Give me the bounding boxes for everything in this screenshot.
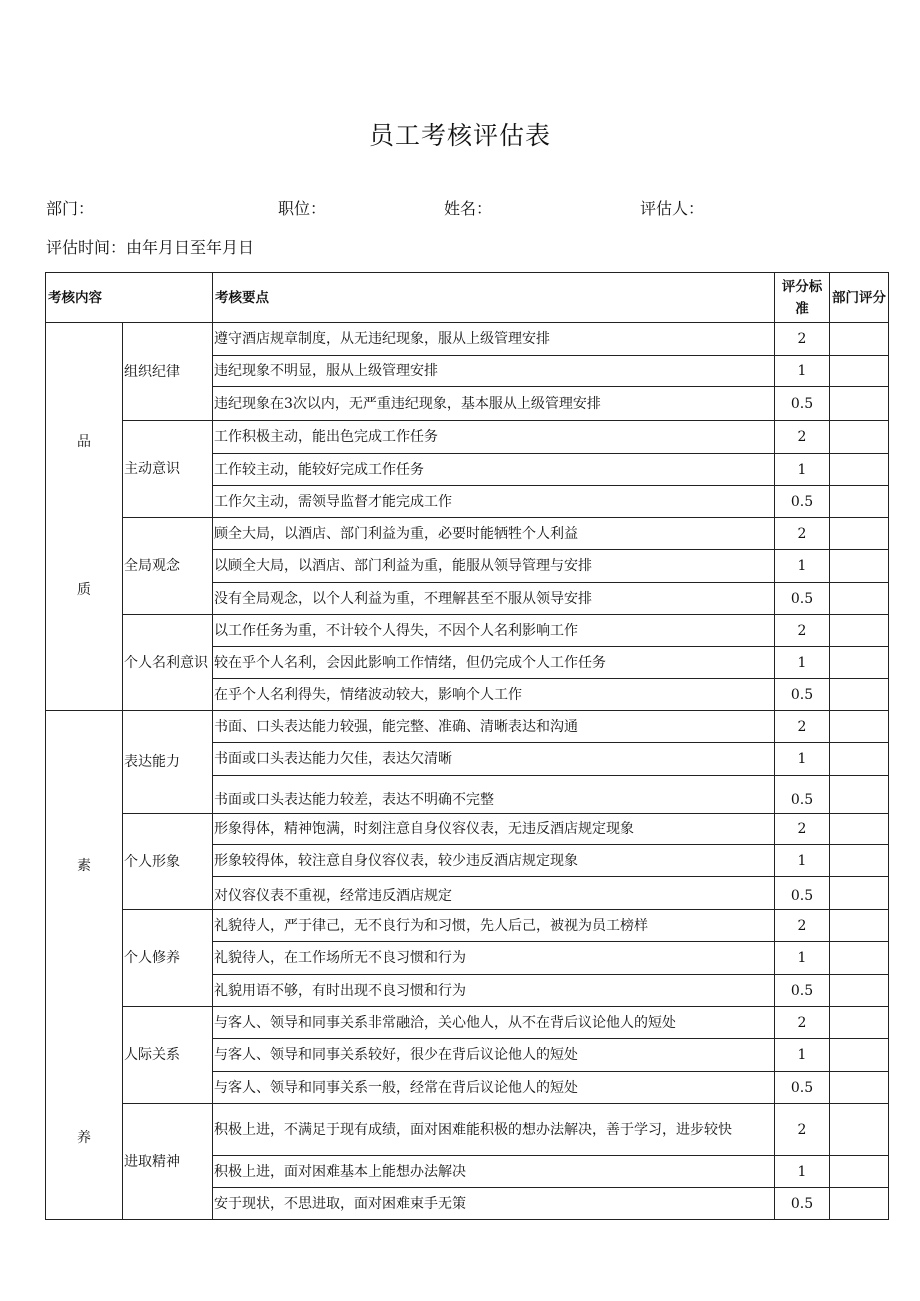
dept-score-cell[interactable] [830, 743, 889, 776]
criteria-text: 与客人、领导和同事关系较好，很少在背后议论他人的短处 [213, 1039, 775, 1072]
dept-score-cell[interactable] [830, 421, 889, 454]
dept-score-cell[interactable] [830, 910, 889, 942]
category-cell [46, 711, 123, 1220]
criteria-text: 与客人、领导和同事关系一般，经常在背后议论他人的短处 [213, 1072, 775, 1104]
criteria-text: 工作积极主动，能出色完成工作任务 [213, 421, 775, 454]
score-standard: 2 [775, 910, 830, 942]
score-standard: 1 [775, 356, 830, 387]
subcategory-cell: 个人修养 [123, 910, 213, 1007]
dept-score-cell[interactable] [830, 550, 889, 583]
score-standard: 2 [775, 711, 830, 743]
score-standard: 0.5 [775, 486, 830, 518]
criteria-text: 书面、口头表达能力较强，能完整、准确、清晰表达和沟通 [213, 711, 775, 743]
criteria-row [46, 910, 889, 942]
evaluation-period-label: 评估时间：由年月日至年月日 [46, 238, 255, 257]
criteria-text: 较在乎个人名利，会因此影响工作情绪，但仍完成个人工作任务 [213, 647, 775, 679]
criteria-text: 遵守酒店规章制度，从无违纪现象，服从上级管理安排 [213, 323, 775, 356]
score-standard: 0.5 [775, 583, 830, 615]
score-standard: 1 [775, 1039, 830, 1072]
dept-score-cell[interactable] [830, 1072, 889, 1104]
dept-score-cell[interactable] [830, 1007, 889, 1039]
dept-score-cell[interactable] [830, 454, 889, 486]
criteria-row [46, 421, 889, 454]
evaluator-label: 评估人： [640, 199, 705, 218]
category-cell [46, 323, 123, 711]
score-standard: 1 [775, 743, 830, 776]
criteria-text: 安于现状，不思进取，面对困难束手无策 [213, 1188, 775, 1220]
criteria-text: 以工作任务为重，不计较个人得失，不因个人名利影响工作 [213, 615, 775, 647]
criteria-text: 与客人、领导和同事关系非常融洽，关心他人，从不在背后议论他人的短处 [213, 1007, 775, 1039]
department-label: 部门： [46, 199, 95, 218]
criteria-text: 工作较主动，能较好完成工作任务 [213, 454, 775, 486]
dept-score-cell[interactable] [830, 877, 889, 910]
dept-score-cell[interactable] [830, 814, 889, 845]
criteria-text: 积极上进，不满足于现有成绩，面对困难能积极的想办法解决，善于学习，进步较快 [213, 1104, 775, 1156]
dept-score-cell[interactable] [830, 1156, 889, 1188]
header-points: 考核要点 [213, 273, 775, 323]
criteria-row [46, 711, 889, 743]
criteria-row [46, 615, 889, 647]
evaluation-table [45, 272, 889, 1220]
table-header-row [46, 273, 889, 323]
category-label-top: 素 [77, 858, 91, 874]
dept-score-cell[interactable] [830, 845, 889, 877]
score-standard: 1 [775, 454, 830, 486]
score-standard: 0.5 [775, 1188, 830, 1220]
criteria-text: 礼貌待人，严于律己，无不良行为和习惯，先人后己，被视为员工榜样 [213, 910, 775, 942]
score-standard: 0.5 [775, 1072, 830, 1104]
score-standard: 0.5 [775, 387, 830, 421]
dept-score-cell[interactable] [830, 356, 889, 387]
subcategory-cell: 全局观念 [123, 518, 213, 615]
criteria-row [46, 518, 889, 550]
dept-score-cell[interactable] [830, 1188, 889, 1220]
criteria-text: 礼貌用语不够，有时出现不良习惯和行为 [213, 975, 775, 1007]
dept-score-cell[interactable] [830, 486, 889, 518]
score-standard: 2 [775, 421, 830, 454]
category-label-bottom: 质 [77, 582, 91, 598]
criteria-text: 对仪容仪表不重视，经常违反酒店规定 [213, 877, 775, 910]
subcategory-cell: 组织纪律 [123, 323, 213, 421]
score-standard: 1 [775, 1156, 830, 1188]
score-standard: 2 [775, 1007, 830, 1039]
category-label-bottom: 养 [77, 1130, 91, 1146]
subcategory-cell: 表达能力 [123, 711, 213, 814]
dept-score-cell[interactable] [830, 615, 889, 647]
criteria-text: 书面或口头表达能力较差，表达不明确不完整 [213, 776, 775, 814]
criteria-text: 形象得体，精神饱满，时刻注意自身仪容仪表，无违反酒店规定现象 [213, 814, 775, 845]
page-title: 员工考核评估表 [368, 121, 551, 150]
dept-score-cell[interactable] [830, 1039, 889, 1072]
criteria-text: 书面或口头表达能力欠佳，表达欠清晰 [213, 743, 775, 776]
dept-score-cell[interactable] [830, 776, 889, 814]
dept-score-cell[interactable] [830, 647, 889, 679]
criteria-row [46, 323, 889, 356]
score-standard: 0.5 [775, 679, 830, 711]
subcategory-cell: 进取精神 [123, 1104, 213, 1220]
criteria-text: 在乎个人名利得失，情绪波动较大，影响个人工作 [213, 679, 775, 711]
name-label: 姓名： [444, 199, 493, 218]
score-standard: 0.5 [775, 877, 830, 910]
score-standard: 1 [775, 845, 830, 877]
category-label-top: 品 [77, 434, 91, 450]
subcategory-cell: 主动意识 [123, 421, 213, 518]
criteria-row [46, 1104, 889, 1156]
criteria-text: 工作欠主动，需领导监督才能完成工作 [213, 486, 775, 518]
score-standard: 2 [775, 518, 830, 550]
dept-score-cell[interactable] [830, 583, 889, 615]
dept-score-cell[interactable] [830, 942, 889, 975]
header-standard: 评分标准 [775, 273, 830, 323]
criteria-text: 没有全局观念，以个人利益为重，不理解甚至不服从领导安排 [213, 583, 775, 615]
criteria-text: 形象较得体，较注意自身仪容仪表，较少违反酒店规定现象 [213, 845, 775, 877]
dept-score-cell[interactable] [830, 387, 889, 421]
dept-score-cell[interactable] [830, 1104, 889, 1156]
dept-score-cell[interactable] [830, 711, 889, 743]
criteria-text: 礼貌待人，在工作场所无不良习惯和行为 [213, 942, 775, 975]
score-standard: 1 [775, 647, 830, 679]
score-standard: 2 [775, 323, 830, 356]
criteria-text: 顾全大局，以酒店、部门利益为重，必要时能牺牲个人利益 [213, 518, 775, 550]
score-standard: 0.5 [775, 776, 830, 814]
dept-score-cell[interactable] [830, 975, 889, 1007]
criteria-text: 以顾全大局，以酒店、部门利益为重，能服从领导管理与安排 [213, 550, 775, 583]
criteria-text: 违纪现象在3次以内，无严重违纪现象，基本服从上级管理安排 [213, 387, 775, 421]
header-content: 考核内容 [46, 273, 213, 323]
subcategory-cell: 个人名利意识 [123, 615, 213, 711]
criteria-row [46, 814, 889, 845]
score-standard: 2 [775, 1104, 830, 1156]
score-standard: 1 [775, 942, 830, 975]
criteria-text: 积极上进，面对困难基本上能想办法解决 [213, 1156, 775, 1188]
header-dept-score: 部门评分 [830, 273, 889, 323]
dept-score-cell[interactable] [830, 679, 889, 711]
dept-score-cell[interactable] [830, 518, 889, 550]
score-standard: 1 [775, 550, 830, 583]
subcategory-cell: 人际关系 [123, 1007, 213, 1104]
score-standard: 2 [775, 615, 830, 647]
score-standard: 2 [775, 814, 830, 845]
dept-score-cell[interactable] [830, 323, 889, 356]
criteria-row [46, 1007, 889, 1039]
position-label: 职位： [278, 199, 327, 218]
subcategory-cell: 个人形象 [123, 814, 213, 910]
criteria-text: 违纪现象不明显，服从上级管理安排 [213, 356, 775, 387]
score-standard: 0.5 [775, 975, 830, 1007]
